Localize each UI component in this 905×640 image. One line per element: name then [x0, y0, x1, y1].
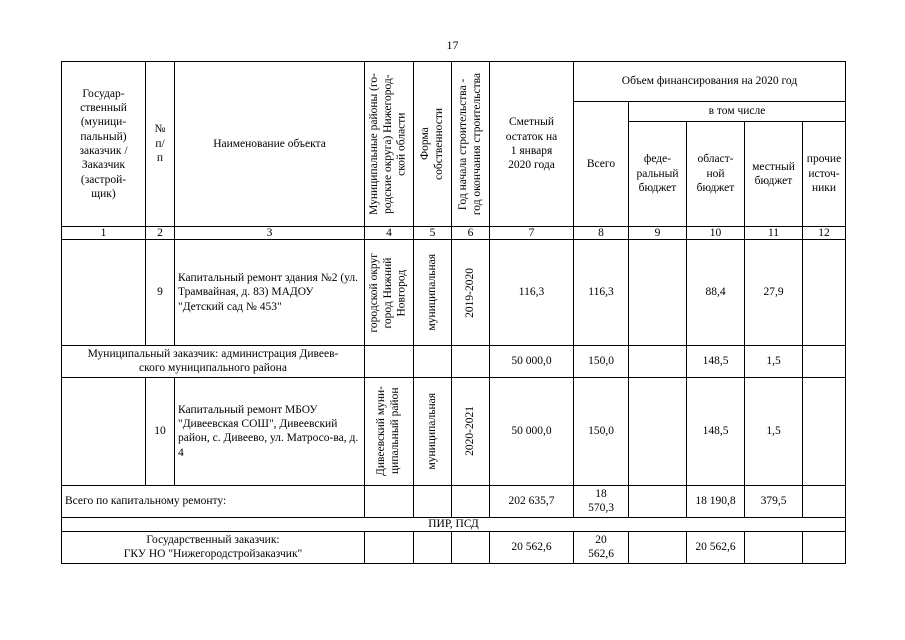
regional-value: 20 562,6 — [687, 531, 745, 563]
column-number: 10 — [687, 227, 745, 240]
object-name: Капитальный ремонт здания №2 (ул. Трамвайная, д. 83) МАДОУ "Детский сад № 453" — [175, 240, 365, 346]
federal-value — [629, 240, 687, 346]
district: Дивеевский муни- ципальный район — [375, 386, 401, 477]
column-number: 5 — [414, 227, 452, 240]
total-value: 116,3 — [574, 240, 629, 346]
section-row — [62, 517, 846, 531]
local-value — [745, 531, 803, 563]
other-value — [803, 531, 846, 563]
years: 2020-2021 — [463, 406, 476, 457]
federal-value — [629, 346, 687, 378]
column-number: 4 — [365, 227, 414, 240]
column-number-row — [62, 227, 846, 240]
column-number: 6 — [452, 227, 490, 240]
federal-value — [629, 485, 687, 517]
table-row — [62, 377, 846, 485]
customer-cell — [62, 377, 146, 485]
section-header: ПИР, ПСД — [62, 517, 846, 531]
other-value — [803, 485, 846, 517]
financing-table — [61, 61, 846, 564]
regional-value: 148,5 — [687, 346, 745, 378]
header-federal: феде- ральный бюджет — [629, 122, 687, 227]
other-value — [803, 346, 846, 378]
district: городской округ город Нижний Новгород — [368, 252, 408, 333]
other-value — [803, 240, 846, 346]
state-customer-label: Государственный заказчик: ГКУ НО "Нижегородстройзаказчик" — [62, 531, 365, 563]
federal-value — [629, 531, 687, 563]
header-estimate: Сметный остаток на 1 января 2020 года — [490, 62, 574, 227]
header-years: Год начала строительства - год окончания строительства — [456, 72, 483, 216]
total-value: 20 562,6 — [574, 531, 629, 563]
header-other: прочие источ- ники — [803, 122, 846, 227]
header-including: в том числе — [629, 102, 846, 122]
local-value: 27,9 — [745, 240, 803, 346]
estimate-value: 202 635,7 — [490, 485, 574, 517]
ownership: муниципальная — [425, 392, 438, 470]
header-regional: област- ной бюджет — [687, 122, 745, 227]
local-value: 379,5 — [745, 485, 803, 517]
regional-value: 18 190,8 — [687, 485, 745, 517]
ownership: муниципальная — [425, 254, 438, 331]
regional-value: 88,4 — [687, 240, 745, 346]
estimate-value: 50 000,0 — [490, 377, 574, 485]
header-local: местный бюджет — [745, 122, 803, 227]
total-value: 18 570,3 — [574, 485, 629, 517]
object-name: Капитальный ремонт МБОУ "Дивеевская СОШ", Дивеевский район, с. Дивеево, ул. Матросо-ва, д. 4 — [175, 377, 365, 485]
years: 2019-2020 — [463, 267, 476, 318]
estimate-value: 116,3 — [490, 240, 574, 346]
state-customer-row — [62, 531, 846, 563]
column-number: 3 — [175, 227, 365, 240]
local-value: 1,5 — [745, 377, 803, 485]
header-ownership: Форма собственности — [418, 108, 445, 180]
table-row — [62, 240, 846, 346]
column-number: 7 — [490, 227, 574, 240]
header-object-name: Наименование объекта — [175, 62, 365, 227]
regional-value: 148,5 — [687, 377, 745, 485]
page-number: 17 — [446, 38, 459, 52]
column-number: 11 — [745, 227, 803, 240]
total-row — [62, 485, 846, 517]
header-num: № п/ п — [146, 62, 175, 227]
customer-label: Муниципальный заказчик: администрация Дивеев- ского муниципального района — [62, 346, 365, 378]
customer-row — [62, 346, 846, 378]
estimate-value: 20 562,6 — [490, 531, 574, 563]
total-label: Всего по капитальному ремонту: — [62, 485, 365, 517]
other-value — [803, 377, 846, 485]
federal-value — [629, 377, 687, 485]
total-value: 150,0 — [574, 377, 629, 485]
column-number: 9 — [629, 227, 687, 240]
header-districts: Муниципальные районы (го- родские округа) Нижегород- ской области — [368, 73, 408, 215]
column-number: 8 — [574, 227, 629, 240]
column-number: 1 — [62, 227, 146, 240]
header-funding: Объем финансирования на 2020 год — [574, 62, 846, 102]
header-customer: Государ- ственный (муници- пальный) заказчик / Заказчик (застрой- щик) — [62, 62, 146, 227]
header-total: Всего — [574, 102, 629, 227]
row-number: 9 — [146, 240, 175, 346]
column-number: 12 — [803, 227, 846, 240]
customer-cell — [62, 240, 146, 346]
column-number: 2 — [146, 227, 175, 240]
total-value: 150,0 — [574, 346, 629, 378]
row-number: 10 — [146, 377, 175, 485]
estimate-value: 50 000,0 — [490, 346, 574, 378]
local-value: 1,5 — [745, 346, 803, 378]
